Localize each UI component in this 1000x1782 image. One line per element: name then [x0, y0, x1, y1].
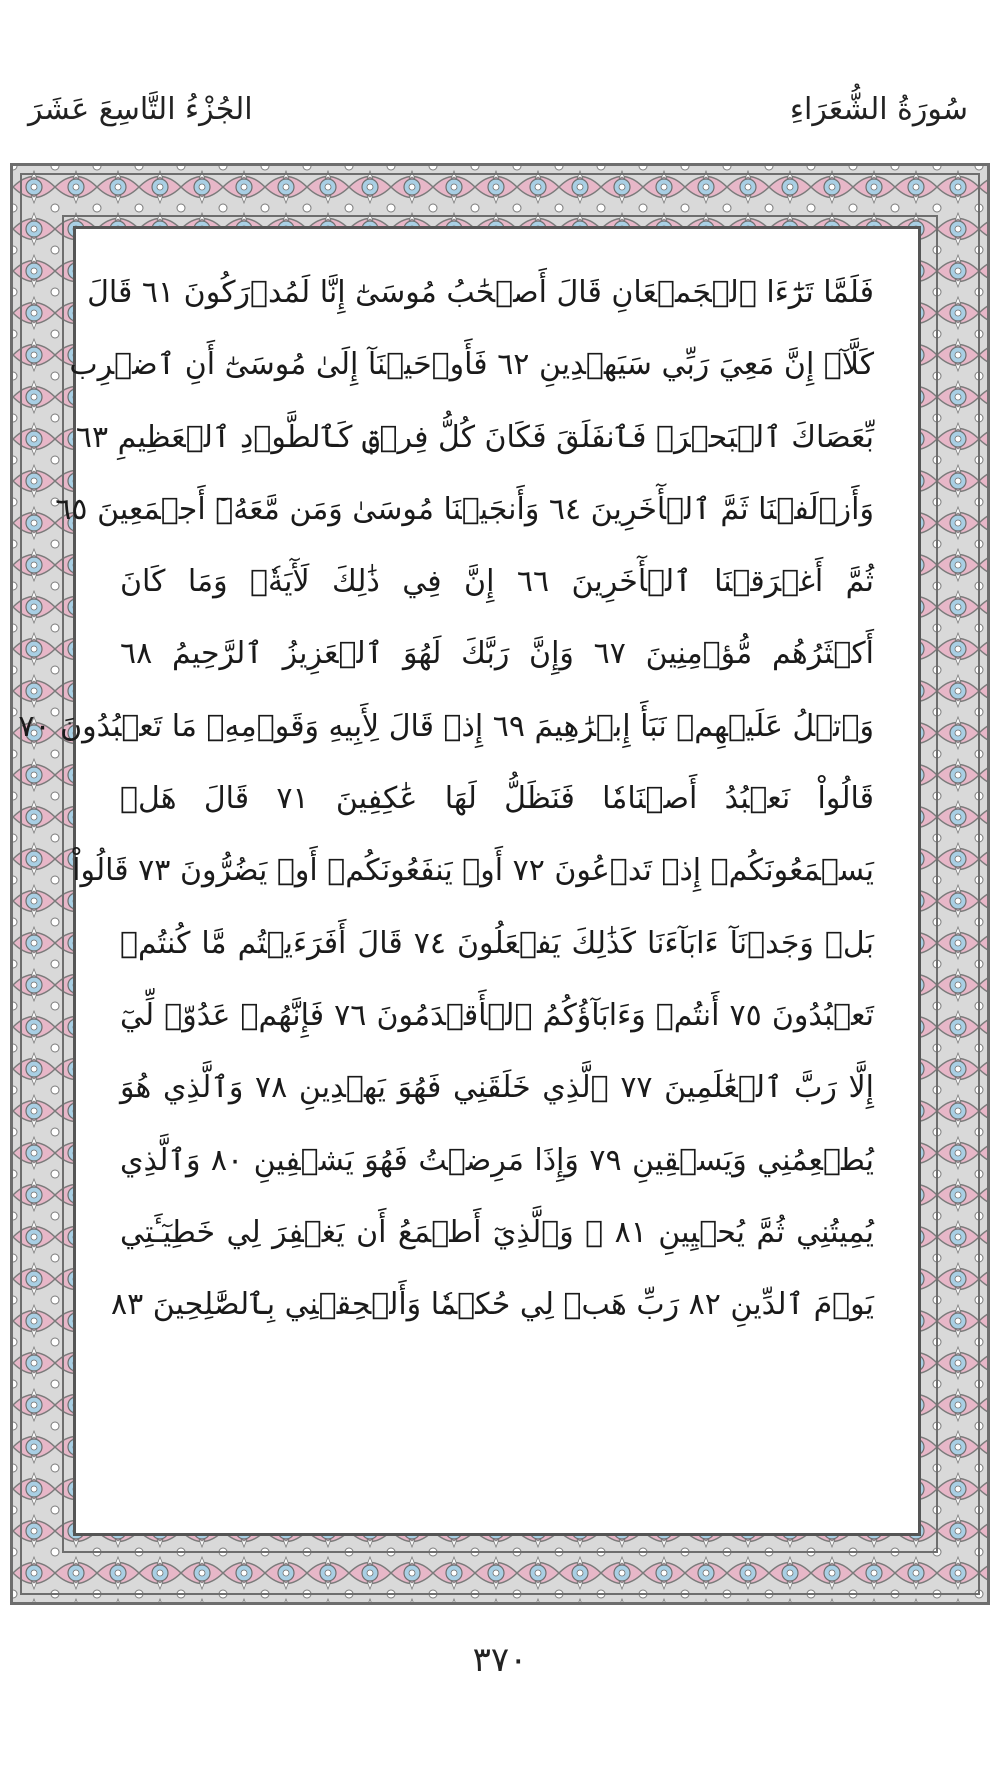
verse-line: يُمِيتُنِي ثُمَّ يُحۡيِينِ ٨١ ۞ وَٱلَّذِيٓ أَطۡمَعُ أَن يَغۡفِرَ لِي خَطِيٓـَٔتِي	[120, 1214, 874, 1250]
verse-line: أَكۡثَرُهُم مُّؤۡمِنِينَ ٦٧ وَإِنَّ رَبَّكَ لَهُوَ ٱلۡعَزِيزُ ٱلرَّحِيمُ ٦٨	[120, 636, 874, 672]
verse-line: يَسۡمَعُونَكُمۡ إِذۡ تَدۡعُونَ ٧٢ أَوۡ يَنفَعُونَكُمۡ أَوۡ يَضُرُّونَ ٧٣ قَالُواْ	[72, 853, 874, 889]
ornamental-frame	[10, 163, 990, 1605]
juz-title: الجُزْءُ التَّاسِعَ عَشَرَ	[28, 92, 253, 127]
verse-line: بِّعَصَاكَ ٱلۡبَحۡرَۖ فَٱنفَلَقَ فَكَانَ كُلُّ فِرۡقٖ كَٱلطَّوۡدِ ٱلۡعَظِيمِ ٦٣	[75, 419, 874, 455]
page-number: ٣٧٠	[472, 1640, 528, 1680]
verse-line: فَلَمَّا تَرَٰٓءَا ٱلۡجَمۡعَانِ قَالَ أَصۡحَٰبُ مُوسَىٰٓ إِنَّا لَمُدۡرَكُونَ ٦١ قَالَ	[87, 275, 874, 310]
verse-line: وَٱتۡلُ عَلَيۡهِمۡ نَبَأَ إِبۡرَٰهِيمَ ٦٩ إِذۡ قَالَ لِأَبِيهِ وَقَوۡمِهِۦ مَا تَعۡبُدُونَ ٧٠	[18, 708, 874, 744]
verse-line: بَلۡ وَجَدۡنَآ ءَابَآءَنَا كَذَٰلِكَ يَفۡعَلُونَ ٧٤ قَالَ أَفَرَءَيۡتُم مَّا كُنتُمۡ	[120, 925, 875, 961]
verse-lines	[18, 257, 875, 1341]
verse-line: قَالُواْ نَعۡبُدُ أَصۡنَامٗا فَنَظَلُّ لَهَا عَٰكِفِينَ ٧١ قَالَ هَلۡ	[120, 781, 874, 817]
page-header	[0, 92, 1000, 142]
verse-line: ثُمَّ أَغۡرَقۡنَا ٱلۡأٓخَرِينَ ٦٦ إِنَّ فِي ذَٰلِكَ لَأٓيَةٗۖ وَمَا كَانَ	[120, 564, 874, 600]
text-panel	[18, 226, 921, 1536]
verse-line: كَلَّآۖ إِنَّ مَعِيَ رَبِّي سَيَهۡدِينِ ٦٢ فَأَوۡحَيۡنَآ إِلَىٰ مُوسَىٰٓ أَنِ ٱضۡرِب	[69, 347, 874, 383]
verse-line: يُطۡعِمُنِي وَيَسۡقِينِ ٧٩ وَإِذَا مَرِضۡتُ فَهُوَ يَشۡفِينِ ٨٠ وَٱلَّذِي	[120, 1142, 874, 1178]
surah-title: سُورَةُ الشُّعَرَاءِ	[789, 92, 968, 127]
verse-line: تَعۡبُدُونَ ٧٥ أَنتُمۡ وَءَابَآؤُكُمُ ٱلۡأَقۡدَمُونَ ٧٦ فَإِنَّهُمۡ عَدُوّٞ لِّيٓ	[120, 997, 875, 1033]
verse-line: وَأَزۡلَفۡنَا ثَمَّ ٱلۡأٓخَرِينَ ٦٤ وَأَنجَيۡنَا مُوسَىٰ وَمَن مَّعَهُۥٓ أَجۡمَعِينَ ٦٥	[55, 491, 874, 527]
verse-line: يَوۡمَ ٱلدِّينِ ٨٢ رَبِّ هَبۡ لِي حُكۡمٗا وَأَلۡحِقۡنِي بِٱلصَّٰلِحِينَ ٨٣	[111, 1287, 874, 1323]
verse-line: إِلَّا رَبَّ ٱلۡعَٰلَمِينَ ٧٧ ٱلَّذِي خَلَقَنِي فَهُوَ يَهۡدِينِ ٧٨ وَٱلَّذِي هُوَ	[120, 1070, 874, 1106]
